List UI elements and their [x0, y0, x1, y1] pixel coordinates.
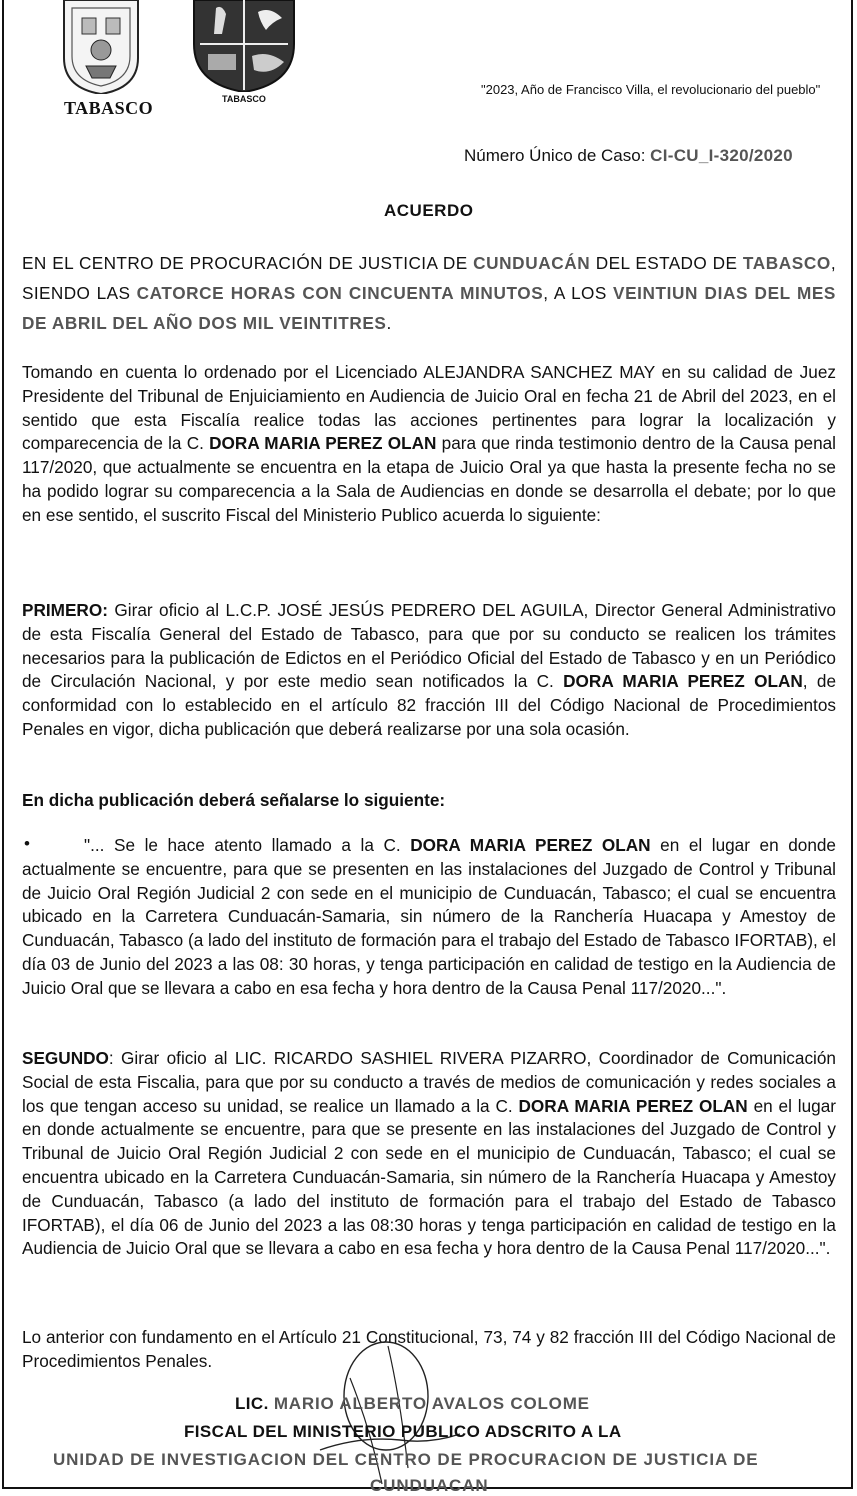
- person-name: DORA MARIA PEREZ OLAN: [209, 433, 437, 454]
- signer-position-line-3: CUNDUACAN: [370, 1476, 489, 1495]
- intro-text: .: [386, 313, 392, 333]
- segundo-label: SEGUNDO: [22, 1048, 109, 1068]
- signer-name: MARIO ALBERTO AVALOS COLOME: [273, 1394, 590, 1413]
- fiscalia-crest-logo: [192, 0, 296, 92]
- intro-date: VEINTIUN DIAS DEL MES DE ABRIL DEL AÑO DOS MIL VEINTITRES: [22, 283, 836, 333]
- bullet-text: en el lugar en donde actualmente se encuentre, para que se presenten en las instalaciones del Juzgado de Control y Tribunal de Juicio Oral Región Judicial 2 con sede en el municipio de Cunduacán, Tabasco; el cual se encuentra ubicado en la Carretera Cunduacán-Samaria, sin número de la Ranchería Huacapa y Amestoy de Cunduacán, Tabasco (a lado del instituto de formación para el trabajo del Estado de Tabasco IFORTAB), el día 03 de Junio del 2023 a las 08: 30 horas, y tenga participación en calidad de testigo en la Audiencia de Juicio Oral que se llevara a cabo en esa fecha y hora dentro de la Causa Penal 117/2020...".: [22, 835, 836, 998]
- official-motto: "2023, Año de Francisco Villa, el revolucionario del pueblo": [481, 82, 821, 97]
- primero-paragraph: [22, 599, 836, 742]
- page-border: [2, 0, 853, 1489]
- intro-time: CATORCE HORAS CON CINCUENTA MINUTOS: [136, 283, 544, 303]
- segundo-text: en el lugar en donde actualmente se encuentre, para que se presente en las instalaciones del Juzgado de Control y Tribunal de Juicio Oral Región Judicial 2 con sede en el municipio de Cunduacán, Tabasco; el cual se encuentra ubicado en la Carretera Cunduacán-Samaria, sin número de la Ranchería Huacapa y Amestoy de Cunduacán, Tabasco (a lado del instituto de formación para el trabajo del Estado de Tabasco IFORTAB), el día 06 de Junio del 2023 a las 08:30 horas y tenga participación en calidad de testigo en la Audiencia de Juicio Oral que se llevara a cabo en esa fecha y hora dentro de la Causa Penal 117/2020...".: [22, 1095, 837, 1259]
- signer-name-line: [235, 1394, 590, 1414]
- intro-text: EN EL CENTRO DE PROCURACIÓN DE JUSTICIA DE: [22, 253, 474, 273]
- primero-text: Girar oficio al L.C.P. JOSÉ JESÚS PEDRERO DEL AGUILA, Director General Administrativo de esta Fiscalía General del Estado de Tabasco, para que por su conducto se realicen los trámites necesarios para la publicación de Edictos en el Periódico Oficial del Estado de Tabasco y en un Periódico de Circulación Nacional, y por este medio sean notificados la C.: [22, 600, 836, 692]
- fiscalia-logo-label: TABASCO: [222, 94, 266, 104]
- bullet-point: •: [24, 834, 30, 853]
- considering-text: para que rinda testimonio dentro de la Causa penal 117/2020, que actualmente se encuentra en la etapa de Juicio Oral ya que hasta la presente fecha no se ha podido lograr su comparecencia a la Sala de Audiencias en donde se desarrolla el debate; por lo que en ese sentido, el suscrito Fiscal del Ministerio Publico acuerda lo siguiente:: [22, 433, 837, 525]
- intro-paragraph: [22, 248, 836, 338]
- person-name: DORA MARIA PEREZ OLAN: [563, 671, 803, 692]
- intro-text: DEL ESTADO DE: [590, 253, 743, 273]
- publication-heading: En dicha publicación deberá señalarse lo siguiente:: [22, 790, 446, 810]
- segundo-paragraph: [22, 1047, 836, 1261]
- case-number-value: CI-CU_I-320/2020: [650, 146, 793, 165]
- primero-label: PRIMERO:: [22, 600, 108, 620]
- signer-position-line-1: FISCAL DEL MINISTERIO PUBLICO ADSCRITO A LA: [184, 1422, 622, 1441]
- case-number-line: [464, 146, 793, 166]
- bullet-paragraph: [22, 834, 836, 1001]
- state-logo-label: TABASCO: [64, 98, 154, 118]
- considering-paragraph: [22, 361, 836, 528]
- case-number-label: Número Único de Caso:: [464, 146, 646, 165]
- segundo-text: : Girar oficio al LIC. RICARDO SASHIEL RIVERA PIZARRO, Coordinador de Comunicación Social de esta Fiscalia, para que por su conducto a través de medios de comunicación y redes sociales a los que tengan acceso su unidad, se realice un llamado a la C.: [22, 1048, 836, 1116]
- closing-paragraph: Lo anterior con fundamento en el Artículo 21 Constitucional, 73, 74 y 82 fracción III del Código Nacional de Procedimientos Penales.: [22, 1327, 836, 1371]
- intro-text: , A LOS: [543, 283, 614, 303]
- signer-title: LIC.: [235, 1394, 269, 1413]
- signer-position-line-2: UNIDAD DE INVESTIGACION DEL CENTRO DE PROCURACION DE JUSTICIA DE: [53, 1450, 759, 1469]
- considering-text: Tomando en cuenta lo ordenado por el Licenciado ALEJANDRA SANCHEZ MAY en su calidad de Juez Presidente del Tribunal de Enjuiciamiento en Audiencia de Juicio Oral en fecha 21 de Abril del 2023, en el sentido que esta Fiscalía realice todas las acciones pertinentes para lograr la localización y comparecencia de la C.: [22, 362, 836, 454]
- primero-text: , de conformidad con lo establecido en el artículo 82 fracción III del Código Nacional de Procedimientos Penales en vigor, dicha publicación que deberá realizarse por una sola ocasión.: [22, 671, 837, 739]
- intro-state: TABASCO: [742, 253, 831, 273]
- bullet-text: "... Se le hace atento llamado a la C.: [84, 835, 411, 855]
- intro-place: CUNDUACÁN: [473, 253, 591, 273]
- person-name: DORA MARIA PEREZ OLAN: [518, 1095, 748, 1116]
- person-name: DORA MARIA PEREZ OLAN: [410, 835, 651, 855]
- intro-text: , SIENDO LAS: [22, 253, 836, 303]
- document-title: ACUERDO: [384, 201, 474, 220]
- state-crest-logo: [60, 0, 142, 94]
